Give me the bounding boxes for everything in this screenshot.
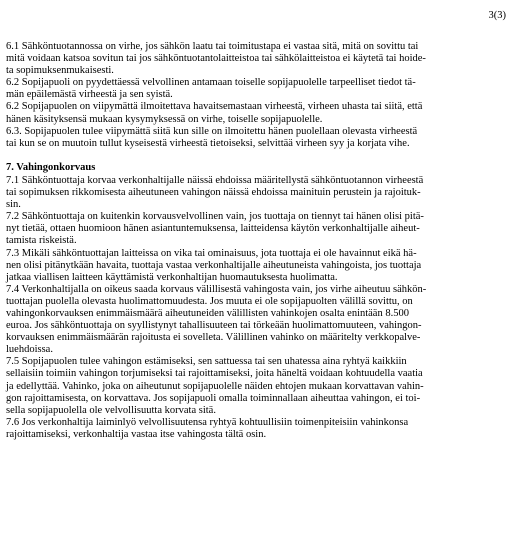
text-line: nyt tietää, ottaen huomioon hänen asiantuntemuksensa, laitteidensa käytön verkonhaltijalle aiheut- bbox=[6, 223, 420, 235]
section-7-paragraph bbox=[6, 284, 506, 357]
text-line: 7.2 Sähköntuottaja on kuitenkin korvausvelvollinen vain, jos tuottaja on tiennyt tai hänen olisi pitä- bbox=[6, 211, 424, 223]
text-line: euroa. Jos sähköntuottaja on syyllistynyt tahallisuuteen tai törkeään huolimattomuuteen, vahingon- bbox=[6, 320, 422, 332]
text-line: sella sopijapuolella ole velvollisuutta korvata sitä. bbox=[6, 404, 216, 416]
text-line: ja edellyttää. Vahinko, joka on aiheutunut sopijapuolelle näiden ehtojen mukaan korvattavan vahin- bbox=[6, 380, 424, 392]
section-7-paragraph bbox=[6, 175, 506, 211]
section-6 bbox=[6, 41, 506, 150]
section-7 bbox=[6, 175, 506, 441]
text-line: tai sopimuksen rikkomisesta aiheutuneen vahingon näissä ehdoissa mainituin perustein ja rajoituk- bbox=[6, 187, 421, 199]
section-7-paragraph bbox=[6, 356, 506, 416]
text-line: nen olisi pitänytkään havaita, tuottaja vastaa verkonhaltijalle aiheutuneista vahingoista, jos tuottaja bbox=[6, 259, 422, 271]
text-line: vahingonkorvauksen enimmäismäärä aiheutuneiden välillisten vahinkojen osalta enintään 8.500 bbox=[6, 307, 409, 319]
text-line: 7.1 Sähköntuottaja korvaa verkonhaltijalle näissä ehdoissa määritellystä sähköntuotannon virheestä bbox=[6, 174, 424, 186]
text-line: gon rajoittamisesta, on korvattava. Jos sopijapuoli omalla toiminnallaan aiheuttaa vahingon, ei toi- bbox=[6, 392, 421, 404]
text-line: 7.3 Mikäli sähköntuottajan laitteissa on vika tai ominaisuus, jota tuottaja ei ole havainnut eikä hä- bbox=[6, 247, 417, 259]
section-6-paragraph bbox=[6, 126, 506, 150]
section-6-paragraph bbox=[6, 41, 506, 77]
section-heading: 7. Vahingonkorvaus bbox=[6, 161, 96, 173]
text-line: korvauksen enimmäismäärän rajoitusta ei sovelleta. Välillinen vahinko on määritelty verkkopalve- bbox=[6, 332, 421, 344]
section-6-paragraph bbox=[6, 101, 506, 125]
text-line: sin. bbox=[6, 199, 21, 211]
section-6-paragraph bbox=[6, 77, 506, 101]
text-line: mitä voidaan katsoa sovitun tai jos sähköntuotantolaitteistoa tai sähkölaitteistoa ei käytetä tai hoide- bbox=[6, 53, 426, 65]
text-line: 7.4 Verkonhaltijalla on oikeus saada korvaus välillisestä vahingosta vain, jos virhe aiheutuu sähkön- bbox=[6, 283, 427, 295]
text-line: tai kun se on muutoin tullut kyseisestä virheestä tietoiseksi, selvittää virheen syy ja korjata vihe. bbox=[6, 137, 410, 149]
text-line: 6.1 Sähköntuotannossa on virhe, jos sähkön laatu tai toimitustapa ei vastaa sitä, mitä on sovittu tai bbox=[6, 41, 419, 52]
text-line: 7.6 Jos verkonhaltija laiminlyö velvollisuutensa ryhtyä kohtuullisiin toimenpiteisiin vahinkonsa bbox=[6, 416, 409, 428]
document-body bbox=[6, 41, 506, 441]
text-line: 6.2 Sopijapuoli on pyydettäessä velvollinen antamaan toiselle sopijapuolelle tarpeelliset tiedot tä- bbox=[6, 77, 416, 89]
text-line: ta sopimuksenmukaisesti. bbox=[6, 65, 114, 77]
text-line: sellaisiin toimiin vahingon torjumiseksi tai rajoittamiseksi, joita häneltä voidaan kohtuudella vaatia bbox=[6, 368, 423, 380]
section-7-paragraph bbox=[6, 417, 506, 441]
section-7-paragraph bbox=[6, 211, 506, 247]
text-line: hänen käsityksensä mukaan kysymyksessä on virhe, toiselle sopijapuolelle. bbox=[6, 113, 323, 125]
text-line: män epäilemästä virheestä ja sen syistä. bbox=[6, 89, 173, 101]
text-line: rajoittamiseksi, verkonhaltija vastaa itse vahingosta tältä osin. bbox=[6, 428, 267, 440]
page-number: 3(3) bbox=[488, 10, 506, 21]
text-line: 7.5 Sopijapuolen tulee vahingon estämiseksi, sen sattuessa tai sen uhatessa aina ryhtyä kaikkiin bbox=[6, 356, 407, 368]
text-line: 6.3. Sopijapuolen tulee viipymättä siitä kun sille on ilmoitettu hänen puolellaan olevasta virheestä bbox=[6, 125, 418, 137]
section-7-paragraph bbox=[6, 248, 506, 284]
text-line: luehdoissa. bbox=[6, 344, 53, 356]
text-line: 6.2 Sopijapuolen on viipymättä ilmoitettava havaitsemastaan virheestä, virheen uhasta tai siitä, että bbox=[6, 101, 423, 113]
text-line: tuottajan puolella olevasta huolimattomuudesta. Jos muuta ei ole sopijapuolten välillä sovittu, on bbox=[6, 295, 413, 307]
text-line: jatkaa viallisen laitteen käyttämistä verkonhaltijan huomautuksesta huolimatta. bbox=[6, 271, 338, 283]
text-line: tamista riskeistä. bbox=[6, 235, 77, 247]
